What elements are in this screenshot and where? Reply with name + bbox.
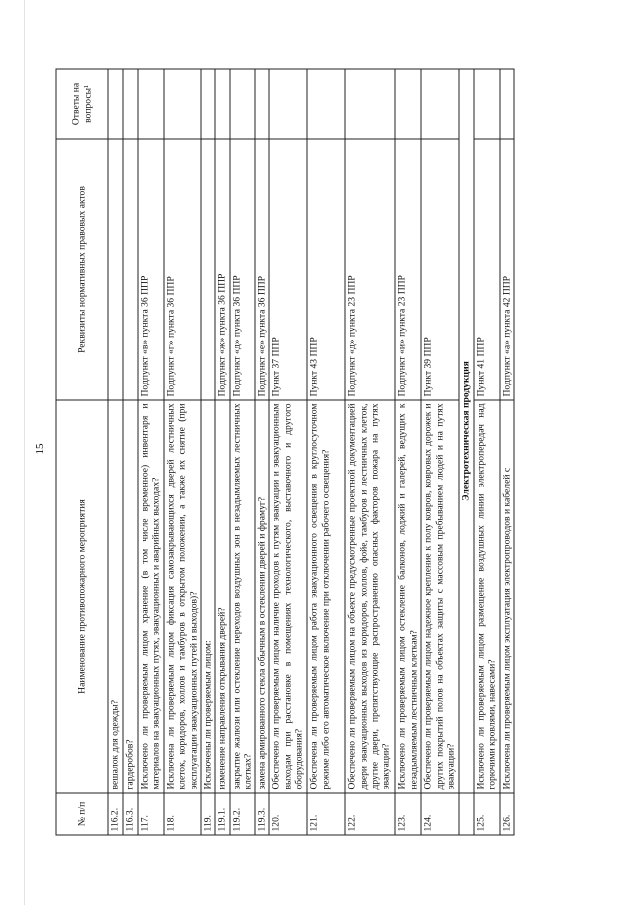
row-number: 121. (307, 793, 345, 835)
answer-cell (215, 69, 229, 139)
row-number: 120. (269, 793, 307, 835)
answer-cell (164, 69, 201, 139)
answer-cell (395, 69, 421, 139)
row-number: 124. (421, 793, 459, 835)
requisites (201, 139, 215, 400)
table-body (108, 69, 514, 835)
row-number: 118. (164, 793, 201, 835)
rotated-table-sheet (56, 70, 575, 836)
requisites: Пункт 37 ППР (269, 139, 307, 400)
row-number: 126. (500, 793, 514, 835)
measure-name: Исключена ли проверяемым лицом фиксация самозакрывающихся дверей лестничных клеток, коридоров, холлов и тамбуров в открытом положении, а также их снятие (при эксплуатации эвакуационных путей и выходов)? (164, 400, 201, 793)
answer-cell (255, 69, 269, 139)
row-number: 119.3. (255, 793, 269, 835)
row-number: 117. (138, 793, 164, 835)
table-row (164, 69, 201, 835)
table-row (307, 69, 345, 835)
section-num-cell (459, 793, 473, 835)
row-number: 119. (201, 793, 215, 835)
row-number: 125. (474, 793, 500, 835)
measure-name: Исключена ли проверяемым лицом эксплуатация электропроводов и кабелей с (500, 400, 514, 793)
measure-name: Исключены ли проверяемым лицом: (201, 400, 215, 793)
answer-cell (345, 69, 395, 139)
requisites: Подпункт «д» пункта 23 ППР (345, 139, 395, 400)
header-num: № п/п (56, 793, 108, 835)
requisites: Подпункт «в» пункта 36 ППР (138, 139, 164, 400)
table-row (500, 69, 514, 835)
page-number: 15 (34, 443, 46, 455)
section-heading: Электротехническая продукция (459, 69, 473, 793)
fire-safety-checklist-table (56, 69, 515, 836)
table-row (138, 69, 164, 835)
row-number: 122. (345, 793, 395, 835)
table-row (474, 69, 500, 835)
table-row (421, 69, 459, 835)
answer-cell (307, 69, 345, 139)
section-row (459, 69, 473, 835)
requisites: Пункт 43 ППР (307, 139, 345, 400)
answer-cell (123, 69, 138, 139)
measure-name: замена армированного стекла обычным в остеклении дверей и фрамуг? (255, 400, 269, 793)
header-measure-name: Наименование противопожарного мероприятия (56, 400, 108, 793)
answer-cell (474, 69, 500, 139)
measure-name: Обеспечено ли проверяемым лицом на объекте предусмотренные проектной документацией двери эвакуационных выходов из коридоров, холлов, фойе, тамбуров и лестничных клеток, другие двери, препятствующие распространению опасных факторов пожара на путях эвакуации? (345, 400, 395, 793)
requisites: Подпункт «г» пункта 36 ППР (164, 139, 201, 400)
requisites: Подпункт «е» пункта 36 ППР (255, 139, 269, 400)
measure-name: Обеспечена ли проверяемым лицом работа эвакуационного освещения в круглосуточном режиме либо его автоматическое включение при отключении рабочего освещения? (307, 400, 345, 793)
requisites: Подпункт «а» пункта 42 ППР (500, 139, 514, 400)
measure-name: Исключено ли проверяемым лицом размещение воздушных линии электропередач над горючими кровлями, навесами? (474, 400, 500, 793)
table-row (269, 69, 307, 835)
table-header-row (56, 69, 108, 835)
row-number: 116.2. (108, 793, 123, 835)
answer-cell (108, 69, 123, 139)
row-number: 119.1. (215, 793, 229, 835)
left-margin-rule (24, 0, 25, 905)
answer-cell (201, 69, 215, 139)
measure-name: закрытие жалюзи или остекление переходов воздушных зон в незадымляемых лестничных клетках? (230, 400, 256, 793)
table-row (215, 69, 229, 835)
requisites (123, 139, 138, 400)
answer-cell (230, 69, 256, 139)
row-number: 119.2. (230, 793, 256, 835)
requisites: Подпункт «ж» пункта 36 ППР (215, 139, 229, 400)
measure-name: Обеспечено ли проверяемым лицом надежное крепление к полу ковров, ковровых дорожек и других покрытий полов на объектах защиты с массовым пребыванием людей и на путях эвакуации? (421, 400, 459, 793)
measure-name: Исключено ли проверяемым лицом остекление балконов, лоджий и галерей, ведущих к незадымляемым лестничным клеткам? (395, 400, 421, 793)
requisites: Подпункт «д» пункта 36 ППР (230, 139, 256, 400)
requisites (108, 139, 123, 400)
table-row (255, 69, 269, 835)
measure-name: изменение направления открывания дверей? (215, 400, 229, 793)
table-row (345, 69, 395, 835)
row-number: 123. (395, 793, 421, 835)
answer-cell (421, 69, 459, 139)
table-row (123, 69, 138, 835)
table-row (108, 69, 123, 835)
answer-cell (138, 69, 164, 139)
header-requisites: Реквизиты нормативных правовых актов (56, 139, 108, 400)
table-row (201, 69, 215, 835)
table-row (230, 69, 256, 835)
measure-name: Исключено ли проверяемым лицом хранение (в том числе временное) инвентаря и материалов на эвакуационных путях, эвакуационных и аварийных выходах? (138, 400, 164, 793)
measure-name: вешалок для одежды? (108, 400, 123, 793)
requisites: Пункт 41 ППР (474, 139, 500, 400)
answer-cell (269, 69, 307, 139)
table-row (395, 69, 421, 835)
measure-name: гардеробов? (123, 400, 138, 793)
header-answers: Ответы на вопросы¹ (56, 69, 108, 139)
row-number: 116.3. (123, 793, 138, 835)
answer-cell (500, 69, 514, 139)
measure-name: Обеспечено ли проверяемым лицом наличие проходов к путям эвакуации и эвакуационным выходам при расстановке в помещениях технологического, выставочного и другого оборудования? (269, 400, 307, 793)
requisites: Пункт 39 ППР (421, 139, 459, 400)
requisites: Подпункт «и» пункта 23 ППР (395, 139, 421, 400)
